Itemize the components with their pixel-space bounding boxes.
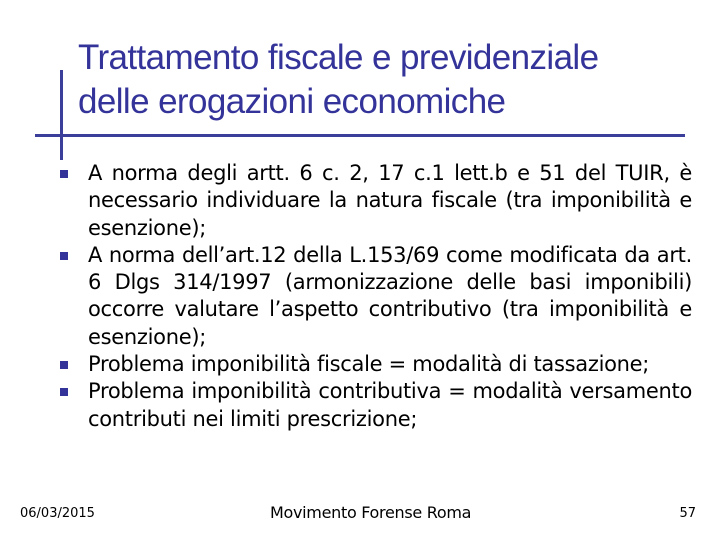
footer-organization: Movimento Forense Roma (270, 503, 472, 522)
square-bullet-icon (60, 388, 68, 396)
bullet-text-4: Problema imponibilità contributiva = modalità versamento contributi nei limiti prescrizione; (88, 379, 692, 431)
title-vertical-rule (60, 70, 63, 160)
square-bullet-icon (60, 361, 68, 369)
slide-title-line-2: delle erogazioni economiche (78, 82, 506, 121)
bullet-item-1 (60, 160, 692, 242)
title-horizontal-rule (35, 134, 685, 137)
bullet-text-3: Problema imponibilità fiscale = modalità di tassazione; (88, 352, 650, 377)
page-number: 57 (679, 506, 696, 521)
bullet-list (60, 160, 692, 433)
bullet-item-4 (60, 378, 692, 433)
bullet-text-2: A norma dell’art.12 della L.153/69 come modificata da art. 6 Dlgs 314/1997 (armonizzazione delle basi imponibili) occorre valutare l’aspetto contributivo (tra imponibilità e esenzione); (88, 242, 692, 349)
square-bullet-icon (60, 170, 68, 178)
bullet-text-1: A norma degli artt. 6 c. 2, 17 c.1 lett.b e 51 del TUIR, è necessario individuare la natura fiscale (tra imponibilità e esenzione); (88, 161, 692, 240)
footer-date: 06/03/2015 (20, 506, 95, 521)
bullet-item-2 (60, 242, 692, 351)
slide-title-line-1: Trattamento fiscale e previdenziale (78, 38, 599, 77)
slide-title (78, 36, 708, 124)
square-bullet-icon (60, 252, 68, 260)
bullet-item-3 (60, 351, 692, 378)
